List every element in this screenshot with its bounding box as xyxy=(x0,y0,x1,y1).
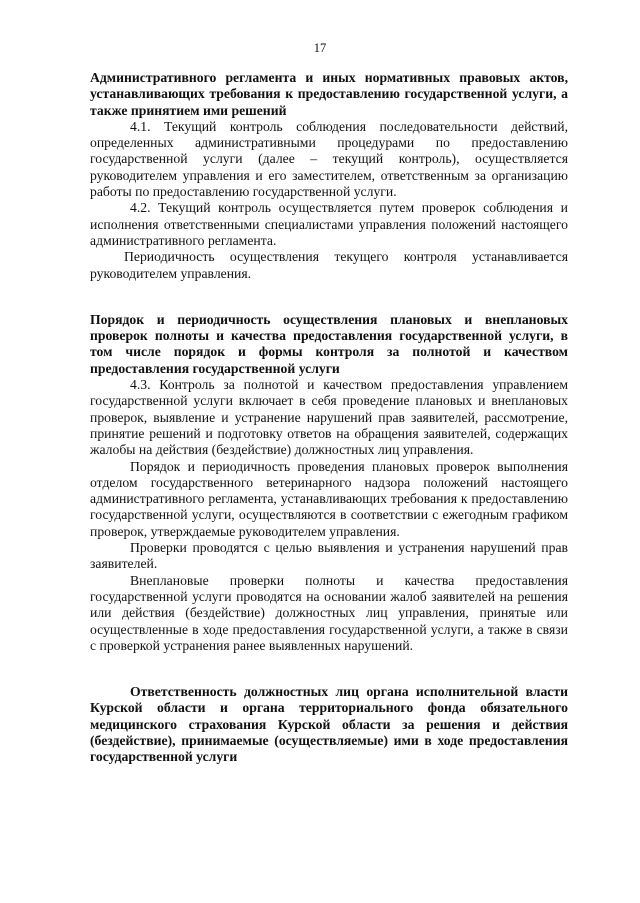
page-content xyxy=(90,70,568,766)
page-number: 17 xyxy=(313,41,327,55)
paragraph-unplanned-inspections: Внеплановые проверки полноты и качества предоставления государственной услуги проводятся на основании жалоб заявителей на решения или действия (бездействие) должностных лиц управления, принятые или осуществленные в ходе предоставления государственной услуги, а также в связи с проверкой устранения ранее выявленных нарушений. xyxy=(90,572,568,653)
paragraph-planned-inspections: Порядок и периодичность проведения плановых проверок выполнения отделом государственного ветеринарного надзора положений настоящего административного регламента, устанавливающих требования к предоставлению государственной услуги, осуществляются в соответствии с ежегодным графиком проверок, утверждаемые руководителем управления. xyxy=(90,458,568,539)
paragraph-periodicity: Периодичность осуществления текущего контроля устанавливается руководителем управления. xyxy=(90,249,568,281)
section-heading-continued: Административного регламента и иных нормативных правовых актов, устанавливающих требования к предоставлению государственной услуги, а также принятием ими решений xyxy=(90,70,568,118)
section-heading-inspections: Порядок и периодичность осуществления плановых и внеплановых проверок полноты и качества предоставления государственной услуги, в том числе порядок и формы контроля за полнотой и качеством предоставления государственной услуги xyxy=(90,311,568,376)
paragraph-4-1: 4.1. Текущий контроль соблюдения последовательности действий, определенных административными процедурами по предоставлению государственной услуги (далее – текущий контроль), осуществляется руководителем управления и его заместителем, ответственным за организацию работы по предоставлению государственной услуги. xyxy=(90,118,568,200)
section-heading-responsibility: Ответственность должностных лиц органа исполнительной власти Курской области и органа территориального фонда обязательного медицинского страхования Курской области за решения и действия (бездействие), принимаемые (осуществляемые) ими в ходе предоставления государственной услуги xyxy=(90,684,568,765)
paragraph-inspection-purpose: Проверки проводятся с целью выявления и устранения нарушений прав заявителей. xyxy=(90,540,568,572)
paragraph-4-2: 4.2. Текущий контроль осуществляется путем проверок соблюдения и исполнения ответственными специалистами управления положений настоящего административного регламента. xyxy=(90,200,568,248)
paragraph-4-3: 4.3. Контроль за полнотой и качеством предоставления управлением государственной услуги включает в себя проведение плановых и внеплановых проверок, выявление и устранение нарушений прав заявителей, рассмотрение, принятие решений и подготовку ответов на обращения заявителей, содержащих жалобы на действия (бездействие) должностных лиц управления. xyxy=(90,377,568,458)
